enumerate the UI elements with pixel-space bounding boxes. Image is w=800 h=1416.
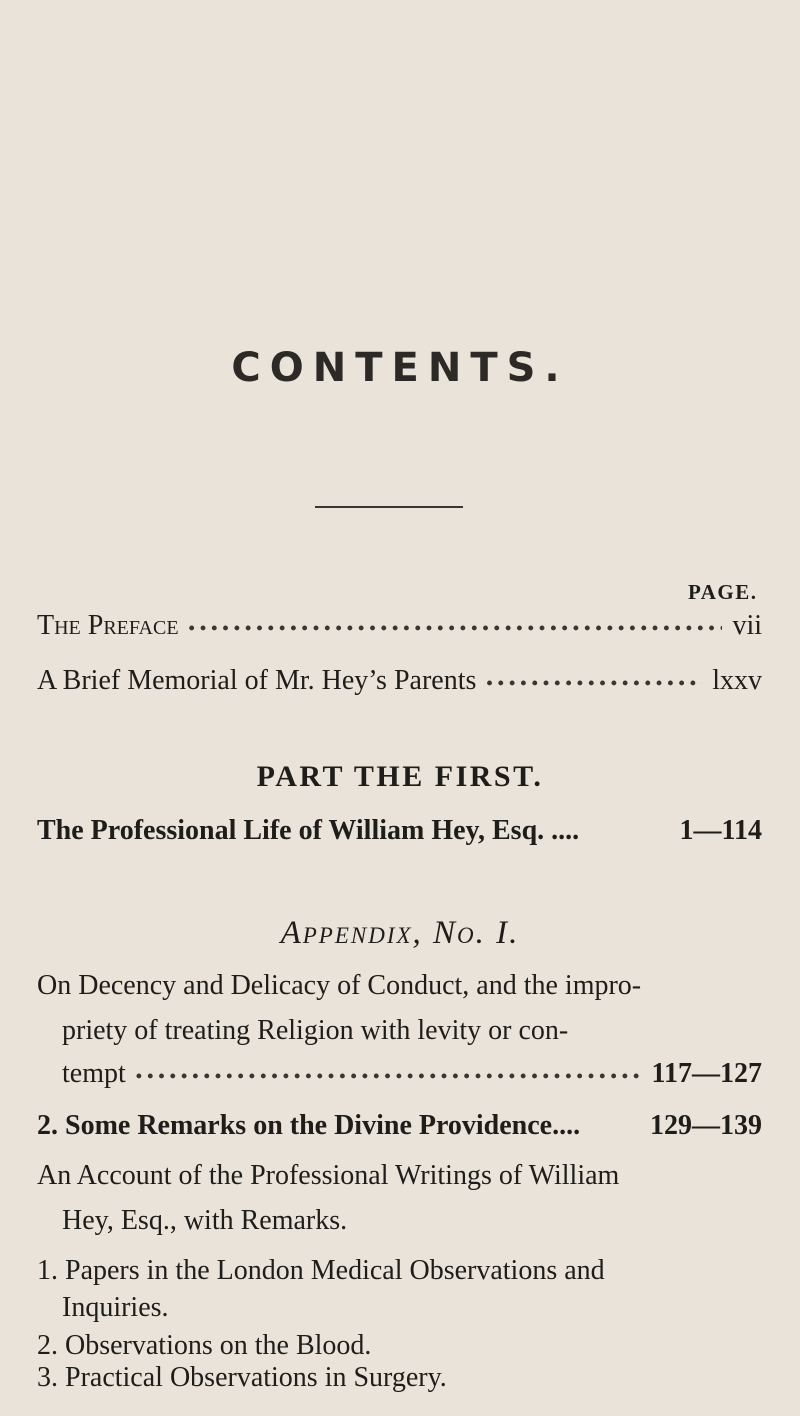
appendix-heading: Appendix, No. I. xyxy=(280,915,520,951)
toc-entry-label: tempt xyxy=(62,1058,126,1089)
toc-entry-label: The Professional Life of William Hey, Esq. .... xyxy=(37,815,580,846)
toc-item-1-line1: 1. Papers in the London Medical Observations and xyxy=(37,1255,605,1286)
toc-entry-label: The Preface xyxy=(37,610,179,641)
toc-item-1-line2: Inquiries. xyxy=(62,1292,169,1323)
toc-entry-page: 117—127 xyxy=(651,1058,762,1089)
toc-entry-writings-line1: An Account of the Professional Writings of William xyxy=(37,1160,620,1191)
toc-entry-decency-line3 xyxy=(62,1058,762,1098)
page-column-label: PAGE. xyxy=(688,580,758,604)
toc-entry-label: A Brief Memorial of Mr. Hey’s Parents xyxy=(37,665,477,696)
toc-entry-preface xyxy=(37,610,762,650)
toc-entry-page: vii xyxy=(732,610,762,641)
dot-leader xyxy=(486,673,702,694)
toc-entry-page: lxxv xyxy=(712,665,762,696)
toc-entry-memorial xyxy=(37,665,762,705)
toc-entry-professional-life xyxy=(37,815,762,855)
dot-leader xyxy=(189,618,723,639)
toc-entry-label: 2. Some Remarks on the Divine Providence.... xyxy=(37,1110,581,1141)
toc-item-2: 2. Observations on the Blood. xyxy=(37,1330,372,1361)
dot-leader xyxy=(136,1066,642,1087)
toc-entry-writings-line2: Hey, Esq., with Remarks. xyxy=(62,1205,348,1236)
toc-entry-providence xyxy=(37,1110,762,1150)
part-first-heading: PART THE FIRST. xyxy=(256,760,544,793)
toc-entry-page: 1—114 xyxy=(679,815,762,846)
toc-item-3: 3. Practical Observations in Surgery. xyxy=(37,1362,447,1393)
title-rule xyxy=(315,506,463,508)
page-title: CONTENTS. xyxy=(231,345,569,391)
toc-entry-decency-line2: priety of treating Religion with levity or con- xyxy=(62,1015,569,1046)
toc-entry-decency-line1: On Decency and Delicacy of Conduct, and the impro- xyxy=(37,970,642,1001)
toc-entry-page: 129—139 xyxy=(650,1110,762,1141)
